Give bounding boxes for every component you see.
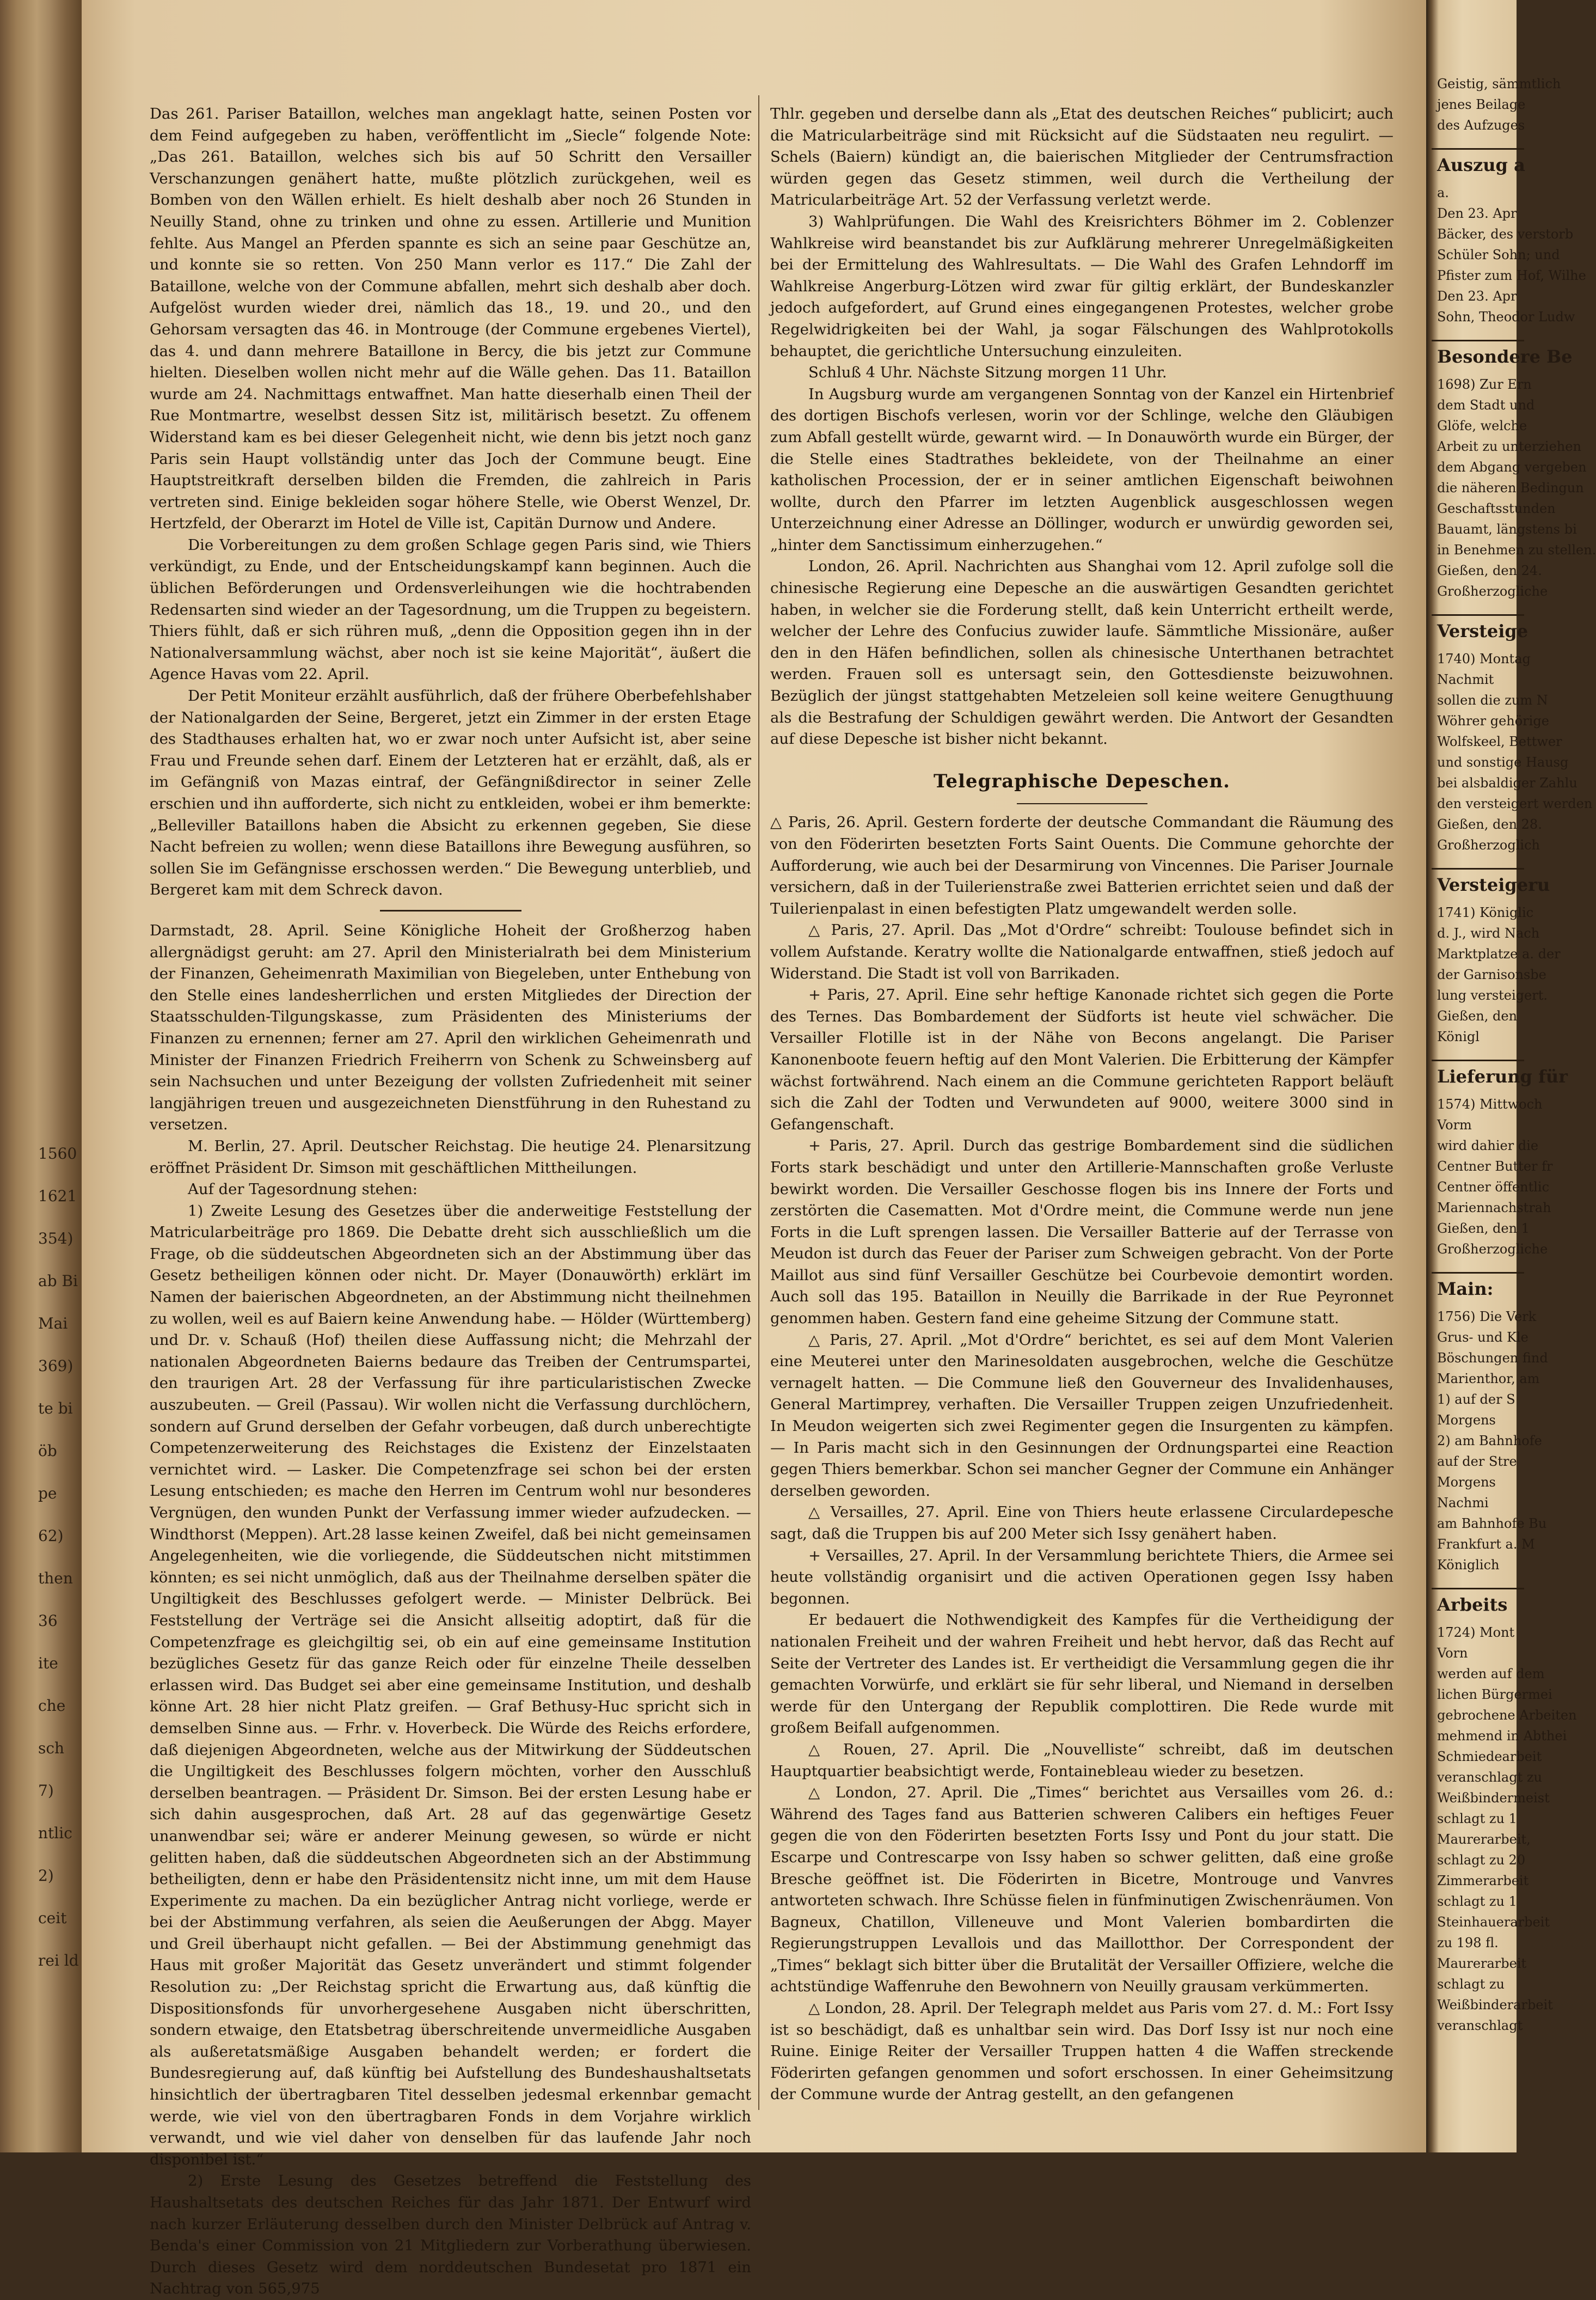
article-paragraph: 2) Erste Lesung des Gesetzes betreffend die Feststellung des Haushaltsetats des deutschen Reiches für das Jahr 1871. Der Entwurf wird nach kurzer Erläuterung desselben durch den Minister Delbrück auf Antrag v. Benda's einer Commission von 21 Mitgliedern zur Vorberathung überwiesen. Durch dieses Gesetz wird dem norddeutschen Bundesetat pro 1871 ein Nachtrag von 565,975 (150, 2172, 751, 2298)
adjacent-page-heading: Besondere Be (1437, 346, 1573, 367)
adjacent-page-line: gebrochene Arbeiten (1437, 1708, 1577, 1723)
article-paragraph: London, 26. April. Nachrichten aus Shanghai vom 12. April zufolge soll die chinesische Regierung eine Depesche an die auswärtigen Gesandten gerichtet haben, in welcher sie die Forderung stellt, daß kein Unterricht ertheilt werde, welcher der Lehre des Confucius zuwider laufe. Sämmtliche Missionäre, außer den in den Häfen befindlichen, sollen als chinesische Unterthanen betrachtet werden. Frauen soll es untersagt sein, den Gottesdienste beizuwohnen. Bezüglich der jüngst stattgehabten Metzeleien soll keine weitere Genugthuung als die Bestrafung der Schuldigen gewährt werden. Die Antwort der Gesandten auf diese Depesche ist bisher nicht bekannt. (770, 558, 1394, 748)
adjacent-page-line: der Garnisonsbe (1437, 967, 1546, 982)
adjacent-page-line: 1574) Mittwoch (1437, 1097, 1543, 1112)
adjacent-page-line: Steinhauerarbeit (1437, 1914, 1550, 1930)
adjacent-page-line: 1698) Zur Ern (1437, 377, 1532, 392)
adjacent-page-line: Geistig, sämmtlich (1437, 76, 1561, 91)
adjacent-page-line: bei alsbaldiger Zahlu (1437, 775, 1577, 791)
adjacent-page-edge (1426, 0, 1596, 2152)
adjacent-page-line: schlagt zu 1 (1437, 1894, 1517, 1909)
right-column (770, 103, 1394, 2106)
right-column-articles-a (770, 103, 1394, 750)
adjacent-page-line: und sonstige Hausg (1437, 755, 1569, 770)
article-paragraph: △ Paris, 27. April. Das „Mot d'Ordre“ schreibt: Toulouse befindet sich in vollem Aufstande. Keratry wollte die Nationalgarde entwaffnen, stieß jedoch auf Widerstand. Die Stadt ist voll von Barrikaden. (770, 921, 1394, 982)
binding-fragment: 1621 (38, 1187, 77, 1205)
adjacent-page-line: Den 23. Apr (1437, 289, 1517, 304)
article-paragraph: △ Paris, 27. April. „Mot d'Ordre“ berichtet, es sei auf dem Mont Valerien eine Meuterei unter den Marinesoldaten ausgebrochen, welche die Geschütze vernagelt hatten. — Die Commune ließ den Gouverneur des Invalidenhauses, General Martimprey, verhaften. Die Versailler Truppen zeigen Unzufriedenheit. In Meudon weigerten sich zwei Regimenter gegen die Insurgenten zu kämpfen. — In Paris macht sich in den Gesinnungen der Ordnungspartei eine Reaction gegen Thiers bemerkbar. Schon sei mancher Gegner der Commune ein Anhänger derselben geworden. (770, 1331, 1394, 1500)
binding-text-fragments (38, 1133, 82, 1969)
adjacent-page-heading: Versteigeru (1437, 874, 1550, 895)
adjacent-page-line: Vorn (1437, 1646, 1468, 1661)
article-paragraph: Er bedauert die Nothwendigkeit des Kampfes für die Vertheidigung der nationalen Freiheit und der wahren Freiheit und hebt hervor, daß das Recht auf Seite der Vertreter des Landes ist. Er vertheidigt die Versammlung gegen die ihr gemachten Vorwürfe, und erklärt sie für sehr liberal, und Niemand in derselben werde für den Untergang der Republik complottiren. Die Rede wurde mit großem Beifall aufgenommen. (770, 1611, 1394, 1737)
adjacent-page-line: Bäcker, des verstorb (1437, 227, 1574, 242)
adjacent-page-rule (1432, 1272, 1524, 1274)
adjacent-page-line: auf der Stre (1437, 1454, 1517, 1469)
adjacent-page-line: veranschlagt (1437, 2018, 1523, 2033)
adjacent-page-line: Zimmerarbeit (1437, 1873, 1529, 1888)
adjacent-page-line: Morgens (1437, 1412, 1496, 1428)
adjacent-page-line: Weißbindermeist (1437, 1790, 1550, 1806)
adjacent-page-line: Glöfe, welche (1437, 418, 1527, 433)
adjacent-page-line: Nachmit (1437, 672, 1494, 687)
adjacent-page-line: 1741) Königlic (1437, 905, 1534, 920)
adjacent-page-line: Centner öffentlic (1437, 1179, 1550, 1195)
binding-fragment: te bi (38, 1399, 73, 1417)
adjacent-page-line: schlagt zu (1437, 1977, 1505, 1992)
adjacent-page-rule (1432, 148, 1524, 150)
binding-fragment: ntlic (38, 1824, 72, 1842)
adjacent-page-rule (1432, 1588, 1524, 1589)
article-paragraph: In Augsburg wurde am vergangenen Sonntag von der Kanzel ein Hirtenbrief des dortigen Bischofs verlesen, worin vor der Schlinge, welche den Gläubigen zum Abfall gestellt würde, gewarnt wird. — In Donauwörth wurde ein Bürger, der die Stelle eines Stadtrathes bekleidete, von der Theilnahme an einer katholischen Procession, der er in seiner amtlichen Eigenschaft beiwohnen wollte, durch den Pfarrer im letzten Augenblick ausgeschlossen wegen Unterzeichnung einer Adresse an Döllinger, wodurch er unwürdig geworden sei, „hinter dem Sanctissimum einherzugehen.“ (770, 385, 1394, 554)
adjacent-page-rule (1432, 340, 1524, 341)
adjacent-page-line: Wöhrer gehörige (1437, 713, 1549, 729)
adjacent-page-line: Wolfskeel, Bettwer (1437, 734, 1562, 749)
article-paragraph: Schluß 4 Uhr. Nächste Sitzung morgen 11 Uhr. (808, 364, 1167, 382)
adjacent-page-line: Großherzogliche (1437, 1241, 1548, 1257)
adjacent-page-line: Morgens (1437, 1475, 1496, 1490)
adjacent-page-line: Pfister zum Hof, Wilhe (1437, 268, 1586, 283)
adjacent-page-line: sollen die zum N (1437, 693, 1548, 708)
binding-fragment: then (38, 1569, 73, 1587)
adjacent-page-line: 1740) Montag (1437, 651, 1531, 666)
article-paragraph: 3) Wahlprüfungen. Die Wahl des Kreisrichters Böhmer im 2. Coblenzer Wahlkreise wird beanstandet bis zur Aufklärung mehrerer Unregelmäßigkeiten bei der Ermittelung des Wahlresultats. — Die Wahl des Grafen Lehndorff im Wahlkreise Angerburg-Lötzen wird zwar für giltig erklärt, der Bundeskanzler jedoch aufgefordert, auf Grund eines eingegangenen Protestes, welcher grobe Regelwidrigkeiten bei der Wahl, ja sogar Fälschungen des Wahlprotokolls behauptet, die gerichtliche Untersuchung einzuleiten. (770, 212, 1394, 360)
binding-fragment: öb (38, 1442, 57, 1460)
adjacent-page-line: wird dahier die (1437, 1138, 1539, 1153)
section-heading-telegrams: Telegraphische Depeschen. (933, 770, 1230, 792)
article-paragraph: △ London, 28. April. Der Telegraph meldet aus Paris vom 27. d. M.: Fort Issy ist so beschädigt, daß es unhaltbar sein wird. Das Dorf Issy ist nur noch eine Ruine. Einige Reiter der Versailler Truppen hatten 4 die Waffen streckende Föderirten gefangen genommen und sofort erschossen. In einer Geheimsitzung der Commune wurde der Antrag gestellt, an den gefangenen (770, 1999, 1394, 2103)
column-divider (758, 95, 759, 2110)
adjacent-page-line: Den 23. Apr (1437, 206, 1517, 221)
adjacent-page-line: Gießen, den (1437, 1008, 1518, 1024)
adjacent-page-rule (1432, 868, 1524, 870)
adjacent-page-line: Marienthor, am (1437, 1371, 1540, 1386)
adjacent-page-rule (1432, 1060, 1524, 1061)
article-paragraph: Das 261. Pariser Bataillon, welches man angeklagt hatte, seinen Posten vor dem Feind aufgegeben zu haben, veröffentlicht im „Siecle“ folgende Note: „Das 261. Bataillon, welches sich bis auf 50 Schritt den Versailler Verschanzungen genähert hatte, mußte plötzlich zurückgehen, weil es Bomben von den Wällen erhielt. Es hielt deshalb aber noch 26 Stunden in Neuilly Stand, ohne zu trinken und ohne zu essen. Artillerie und Munition fehlte. Aus Mangel an Pferden spannte es sich an seine paar Geschütze an, und konnte sie so retten. Von 250 Mann verlor es 117.“ Die Zahl der Bataillone, welche von der Commune abfallen, mehrt sich deshalb aber doch. Aufgelöst wurden wieder drei, nämlich das 18., 19. und 20., und den Gehorsam versagten das 46. in Montrouge (der Commune ergebenes Viertel), das 4. und dann mehrere Bataillone in Bercy, die bis jetzt zur Commune hielten. Dieselben wollen nicht mehr auf die Wälle gehen. Das 11. Bataillon wurde am 24. Nachmittags entwaffnet. Man hatte dieserhalb einen Theil der Rue Montmartre, weselbst dessen Sitz ist, militärisch besetzt. Zu offenem Widerstand kam es bei dieser Gelegenheit nicht, wie denn bis jetzt noch ganz Paris sein Haupt vollständig unter das Joch der Commune beugt. Eine Hauptstreitkraft derselben bilden die Fremden, die zahlreich in Paris vertreten sind. Einige bekleiden sogar höhere Stelle, wie Oberst Wenzel, Dr. Hertzfeld, der Oberarzt im Hotel de Ville ist, Capitän Durnow und Andere. (150, 105, 751, 533)
article-paragraph: △ Paris, 26. April. Gestern forderte der deutsche Commandant die Räumung des von den Föderirten besetzten Forts Saint Ouents. Die Commune gehorchte der Aufforderung, wie auch bei der Desarmirung von Vincennes. Die Pariser Journale versichern, daß in der Tuilerienstraße zwei Batterien errichtet seien und daß der Tuilerienpalast in einen befestigten Platz umgewandelt werden solle. (770, 813, 1394, 917)
binding-fragment: 2) (38, 1867, 54, 1885)
article-paragraph: M. Berlin, 27. April. Deutscher Reichstag. Die heutige 24. Plenarsitzung eröffnet Präsident Dr. Simson mit geschäftlichen Mittheilungen. (150, 1137, 751, 1177)
adjacent-page-line: Maurerarbeit, (1437, 1832, 1531, 1847)
adjacent-page-line: 1756) Die Verk (1437, 1309, 1537, 1324)
article-paragraph: △ London, 27. April. Die „Times“ berichtet aus Versailles vom 26. d.: Während des Tages fand aus Batterien schweren Calibers ein heftiges Feuer gegen die von den Föderirten besetzten Forts Issy und Pont du jour statt. Die Escarpe und Contrescarpe von Issy haben so schwer gelitten, daß eine große Bresche geöffnet ist. Die Föderirten in Bicetre, Montrouge und Vanvres antworteten schwach. Ihre Schüsse fielen in fünfminutigen Zwischenräumen. Von Bagneux, Chatillon, Villeneuve und Mont Valerien bombardirten die Regierungstruppen Levallois und das Maillotthor. Der Correspondent der „Times“ beklagt sich bitter über die Brutalität der Versailler Offiziere, welche die achtstündige Waffenruhe den Bewohnern von Neuilly grausam verkümmerten. (770, 1784, 1394, 1996)
article-paragraph: Thlr. gegeben und derselbe dann als „Etat des deutschen Reiches“ publicirt; auch die Matricularbeiträge sind mit Rücksicht auf die Südstaaten neu regulirt. — Schels (Baiern) kündigt an, die baierischen Mitglieder der Centrumsfraction würden gegen das Gesetz stimmen, weil durch die Vertheilung der Matricularbeiträge Art. 52 der Verfassung verletzt werde. (770, 105, 1394, 209)
article-paragraph: Darmstadt, 28. April. Seine Königliche Hoheit der Großherzog haben allergnädigst geruht: am 27. April den Ministerialrath bei dem Ministerium der Finanzen, Geheimenrath Maximilian von Biegeleben, unter Enthebung von den Stelle eines landesherrlichen und ersten Mitgliedes der Direction der Staatsschulden-Tilgungskasse, zum Präsidenten des Ministeriums der Finanzen zu ernennen; ferner am 27. April den wirklichen Geheimenrath und Minister der Finanzen Friedrich Freiherrn von Schenk zu Schweinsberg auf sein Nachsuchen und unter Bezeigung der vollsten Zufriedenheit mit seiner langjährigen treuen und ausgezeichneten Dienstführung in den Ruhestand zu versetzen. (150, 921, 751, 1134)
book-binding (0, 0, 82, 2152)
adjacent-page-line: Weißbinderarbeit (1437, 1997, 1553, 2013)
binding-fragment: ite (38, 1654, 58, 1672)
adjacent-page-line: dem Abgang vergeben (1437, 460, 1587, 475)
article-paragraph: + Paris, 27. April. Durch das gestrige Bombardement sind die südlichen Forts stark beschädigt und unter den Artillerie-Mannschaften große Verluste bewirkt worden. Die Versailler Geschosse flogen bis ins Innere der Forts und zerstörten die Casematten. Mot d'Ordre meint, die Commune werde nun jene Forts in die Luft sprengen lassen. Die Versailler Batterie auf der Terrasse von Meudon ist durch das Feuer der Pariser zum Schweigen gebracht. Von der Porte Maillot aus sind fünf Versailler Geschütze bei Courbevoie demontirt worden. Auch soll das 195. Bataillon in Neuilly die Barrikade in der Rue Peyronnet genommen haben. Gestern fand eine geheime Sitzung der Commune statt. (770, 1137, 1394, 1328)
binding-fragment: sch (38, 1739, 65, 1757)
adjacent-page-line: Gießen, den 1 (1437, 1221, 1530, 1236)
article-paragraph: Auf der Tagesordnung stehen: (188, 1180, 418, 1198)
adjacent-page-line: Geschaftsstunden (1437, 501, 1556, 516)
adjacent-page-line: Schüler Sohn; und (1437, 247, 1560, 262)
adjacent-page-line: den versteigert werden (1437, 796, 1593, 811)
binding-fragment: 354) (38, 1229, 73, 1247)
binding-fragment: 369) (38, 1357, 73, 1375)
adjacent-page-line: dem Stadt und (1437, 397, 1535, 413)
adjacent-page-line: des Aufzuges (1437, 118, 1525, 133)
adjacent-page-line: werden auf dem (1437, 1666, 1545, 1681)
newspaper-page (82, 0, 1426, 2298)
adjacent-page-rule (1432, 614, 1524, 616)
adjacent-page-line: schlagt zu 1 (1437, 1811, 1517, 1826)
binding-fragment: rei ld (38, 1952, 79, 1969)
adjacent-page-line: jenes Beilage (1437, 97, 1526, 112)
adjacent-page-line: am Bahnhofe Bu (1437, 1516, 1547, 1531)
adjacent-page-line: schlagt zu 20 (1437, 1852, 1526, 1868)
adjacent-page-line: Centner Butter fr (1437, 1159, 1553, 1174)
left-column (150, 103, 751, 2300)
article-paragraph: Die Vorbereitungen zu dem großen Schlage gegen Paris sind, wie Thiers verkündigt, zu Ende, und der Entscheidungskampf kann beginnen. Auch die üblichen Beförderungen und Ordensverleihungen wie die hochtrabenden Redensarten sind wieder an der Tagesordnung, um die Truppen zu begeistern. Thiers fühlt, daß er sich rühren muß, „denn die Opposition gegen ihn in der Nationalversammlung wächst, aber noch ist sie keine Majorität“, äußert die Agence Havas vom 22. April. (150, 536, 751, 683)
adjacent-page-line: Arbeit zu unterziehen (1437, 439, 1581, 454)
adjacent-page-line: mehmend in Abthei (1437, 1728, 1567, 1744)
adjacent-page-line: Gießen, den 24. (1437, 563, 1542, 578)
article-paragraph: 1) Zweite Lesung des Gesetzes über die anderweitige Feststellung der Matricularbeiträge pro 1869. Die Debatte dreht sich ausschließlich um die Frage, ob die süddeutschen Abgeordneten sich an der Abstimmung über das Gesetz betheiligen können oder nicht. Dr. Mayer (Donauwörth) erklärt im Namen der baierischen Abgeordneten, an der Abstimmung nicht theilnehmen zu wollen, weil es auf Baiern keine Anwendung habe. — Hölder (Württemberg) und Dr. v. Schauß (Hof) theilen diese Auffassung nicht; die Mehrzahl der nationalen Abgeordneten Baierns bedaure das Treiben der Centrumspartei, den traurigen Art. 28 der Verfassung für ihre particularistischen Zwecke auszubeuten. — Greil (Passau). Wir wollen nicht die Verfassung durchlöchern, sondern auf Grund derselben der Gefahr vorbeugen, daß durch unberechtigte Competenzerweiterung des Reichstages die Existenz der Einzelstaaten vernichtet wird. — Lasker. Die Competenzfrage sei schon bei der ersten Lesung entschieden; es mache den Herren im Centrum wohl nur besonderes Vergnügen, den wunden Punkt der Verfassung immer wieder aufzudecken. — Windthorst (Meppen). Art.28 lasse keinen Zweifel, daß bei nicht gemeinsamen Angelegenheiten, wie die vorliegende, die Süddeutschen nicht mitstimmen könnten; es sei nicht unmöglich, daß aus der Theilnahme derselben später die Ungiltigkeit des Beschlusses gefolgert werde. — Minister Delbrück. Bei Feststellung der Verträge sei die Ansicht allseitig adoptirt, daß für die Competenzfrage es gleichgiltig sei, ob ein auf eine gemeinsame Institution bezügliches Gesetz für das ganze Reich oder für einzelne Theile desselben erlassen wird. Das Budget sei aber eine gemeinsame Institution, und deshalb könne Art. 28 hier nicht Platz greifen. — Graf Bethusy-Huc spricht sich in demselben Sinne aus. — Frhr. v. Hoverbeck. Die Würde des Reichs erfordere, daß diejenigen Abgeordneten, welche aus der Mitwirkung der Süddeutschen die Ungiltigkeit des Beschlusses folgern möchten, vorher den Ausschluß derselben beantragen. — Präsident Dr. Simson. Bei der ersten Lesung habe er sich dahin ausgesprochen, daß Art. 28 auf das gegenwärtige Gesetz unanwendbar sei; wäre er anderer Meinung gewesen, so würde er nicht gelitten haben, daß die süddeutschen Abgeordneten sich an der Abstimmung betheiligten, denn er habe den Präsidentensitz nicht inne, um mit dem Hause Experimente zu machen. Da ein bezüglicher Antrag nicht vorliege, werde er bei der Abstimmung verfahren, als seien die Aeußerungen der Abgg. Mayer und Greil überhaupt nicht gefallen. — Bei der Abstimmung genehmigt das Haus mit großer Majorität das Gesetz unverändert und stimmt folgender Resolution zu: „Der Reichstag spricht die Erwartung aus, daß künftig die Dispositionsfonds für unvorhergesehene Ausgaben nicht überschritten, sondern etwaige, den Etatsbetrag überschreitende unvermeidliche Ausgaben als außeretatsmäßige Ausgaben behandelt werden; er fordert die Bundesregierung auf, daß künftig bei Aufstellung des Bundeshaushaltsetats hinsichtlich der übertragbaren Titel desselben jedesmal erkennbar gemacht werde, wie viel von den übertragbaren Fonds in dem Vorjahre wirklich verwandt, und wie viel daher von denselben für das laufende Jahr noch disponibel ist.“ (150, 1202, 751, 2168)
binding-fragment: ceit (38, 1909, 67, 1927)
adjacent-page-line: Mariennachstrah (1437, 1200, 1551, 1215)
adjacent-page-line: zu 198 fl. (1437, 1935, 1499, 1950)
adjacent-page-line: Gießen, den 28. (1437, 817, 1542, 832)
adjacent-page-line: Schmiedearbeit (1437, 1749, 1542, 1764)
adjacent-page-heading: Auszug a (1437, 155, 1525, 175)
left-column-articles-a (150, 103, 751, 901)
adjacent-page-line: Grus- und Kle (1437, 1330, 1529, 1345)
binding-fragment: che (38, 1697, 66, 1715)
adjacent-page-line: d. J., wird Nach (1437, 926, 1540, 941)
article-separator-rule (380, 910, 521, 912)
article-paragraph: + Paris, 27. April. Eine sehr heftige Kanonade richtet sich gegen die Porte des Ternes. Das Bombardement der Südforts ist heute viel schwächer. Die Versailler Flotille ist in der Nähe von Becons angelangt. Die Pariser Kanonenboote feuern heftig auf den Mont Valerien. Die Erbitterung der Kämpfer wächst fortwährend. Nach einem an die Commune gerichteten Rapport beläuft sich die Zahl der Todten und Verwundeten auf 9000, weitere 3000 sind in Gefangenschaft. (770, 986, 1394, 1133)
binding-fragment: ab Bi (38, 1272, 78, 1290)
binding-fragment: 36 (38, 1612, 58, 1630)
adjacent-page-line: die näheren Bedingun (1437, 480, 1584, 496)
binding-fragment: 1560 (38, 1145, 77, 1163)
adjacent-page-line: in Benehmen zu stellen. (1437, 542, 1596, 558)
adjacent-page-line: Nachmi (1437, 1495, 1489, 1510)
adjacent-page-line: veranschlagt zu (1437, 1770, 1542, 1785)
binding-fragment: 7) (38, 1782, 54, 1800)
article-paragraph: △ Rouen, 27. April. Die „Nouvelliste“ schreibt, daß im deutschen Hauptquartier beabsichtigt werde, Fontainebleau wieder zu besetzen. (770, 1740, 1394, 1780)
adjacent-page-line: a. (1437, 185, 1449, 200)
adjacent-page-line: Königl (1437, 1029, 1480, 1044)
adjacent-page-line: Königlich (1437, 1557, 1500, 1573)
adjacent-page-heading: Arbeits (1437, 1594, 1508, 1615)
binding-fragment: pe (38, 1484, 57, 1502)
adjacent-page-line: Böschungen find (1437, 1350, 1548, 1366)
article-paragraph: △ Versailles, 27. April. Eine von Thiers heute erlassene Circulardepesche sagt, daß die Truppen bis auf 200 Meter sich Issy genähert haben. (770, 1503, 1394, 1543)
adjacent-page-line: Marktplatze a. der (1437, 946, 1561, 962)
adjacent-page-line: Frankfurt a. M (1437, 1537, 1535, 1552)
adjacent-page-line: Vorm (1437, 1117, 1472, 1133)
section-heading-rule (1017, 803, 1147, 804)
binding-fragment: Mai (38, 1314, 68, 1332)
adjacent-page-line: Großherzoglich (1437, 837, 1540, 853)
adjacent-page-heading: Main: (1437, 1279, 1494, 1299)
adjacent-page-line: 2) am Bahnhofe (1437, 1433, 1542, 1448)
binding-fragment: 62) (38, 1527, 64, 1545)
adjacent-page-line: Sohn, Theodor Ludw (1437, 309, 1575, 325)
adjacent-page-line: lung versteigert. (1437, 988, 1548, 1003)
adjacent-page-line: Großherzogliche (1437, 584, 1548, 599)
article-paragraph: + Versailles, 27. April. In der Versammlung berichtete Thiers, die Armee sei heute vollständig organisirt und die activen Operationen gegen Issy haben begonnen. (770, 1546, 1394, 1607)
adjacent-page-line: 1724) Mont (1437, 1625, 1515, 1640)
adjacent-page-line: lichen Bürgermei (1437, 1687, 1552, 1702)
adjacent-page-line: Maurerarbeit (1437, 1956, 1527, 1971)
adjacent-page-line: 1) auf der S (1437, 1392, 1515, 1407)
adjacent-page-line: Bauamt, längstens bi (1437, 522, 1577, 537)
right-column-articles-b (770, 812, 1394, 2106)
adjacent-page-heading: Versteige (1437, 621, 1529, 641)
article-paragraph: Der Petit Moniteur erzählt ausführlich, daß der frühere Oberbefehlshaber der Nationalgarden der Seine, Bergeret, jetzt ein Zimmer in der ersten Etage des Stadthauses erhalten hat, wo er zwar noch unter Aufsicht ist, aber seine Frau und Freunde sehen darf. Einem der Letzteren hat er erzählt, daß, als er im Gefängniß von Mazas eintraf, der Gefängnißdirector in seiner Zelle erschien und ihn aufforderte, sich nicht zu entkleiden, wobei er ihm bemerkte: „Belleviller Bataillons haben die Absicht zu erkennen gegeben, Sie diese Nacht befreien zu wollen; wenn diese Bataillons ihre Bewegung ausführen, so sollen Sie im Gefängnisse erschossen werden.“ Die Bewegung unterblieb, und Bergeret kam mit dem Schreck davon. (150, 687, 751, 899)
left-column-articles-b (150, 920, 751, 2300)
adjacent-page-heading: Lieferung für (1437, 1066, 1568, 1087)
